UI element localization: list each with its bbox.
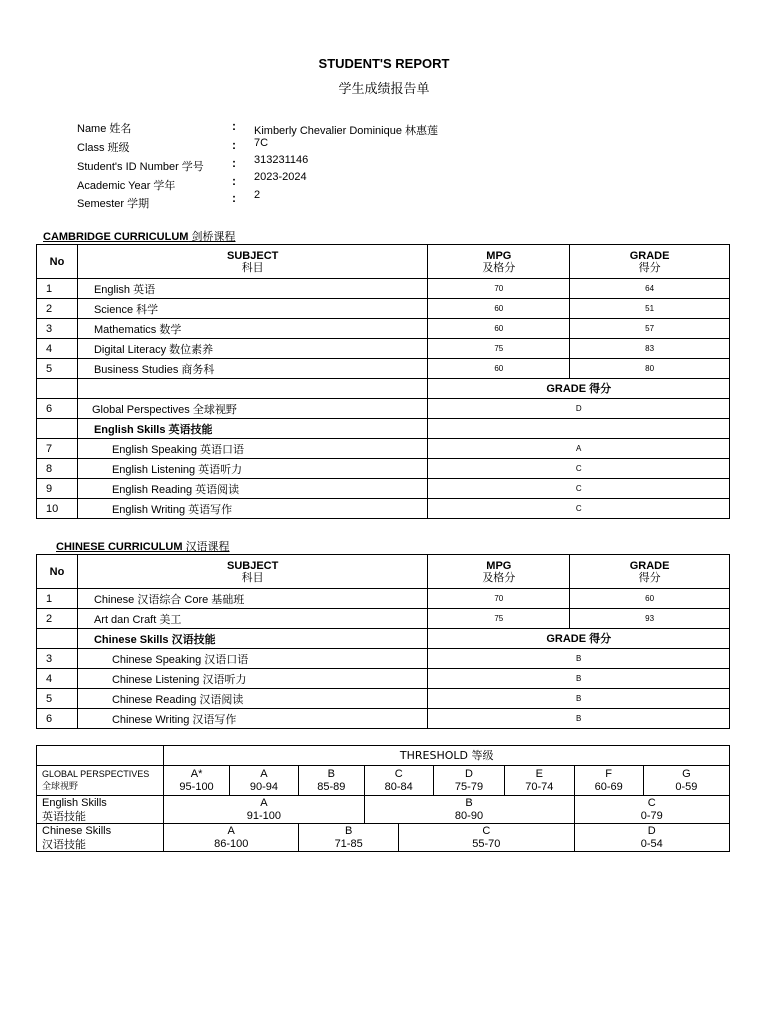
row-no: 4 (37, 339, 78, 359)
class-value: 7C (254, 137, 269, 149)
row-grade: B (428, 649, 730, 669)
threshold-cell: A* 95-100 (164, 766, 229, 796)
row-subject: Chinese 汉语综合 Core 基础班 (77, 589, 427, 609)
row-grade: 83 (570, 339, 730, 359)
row-grade: C (428, 479, 730, 499)
skills-label-row (37, 629, 730, 649)
table-row (37, 479, 730, 499)
row-no: 7 (37, 439, 78, 459)
row-grade: D (428, 399, 730, 419)
row-no: 10 (37, 499, 78, 519)
row-no: 4 (37, 669, 78, 689)
threshold-chinese-row (37, 824, 730, 852)
grade-header: GRADE 得分 (570, 245, 730, 279)
table-row (37, 359, 730, 379)
threshold-cell: E 70-74 (505, 766, 574, 796)
row-subject: Chinese Reading 汉语阅读 (77, 689, 427, 709)
row-no: 6 (37, 399, 78, 419)
threshold-title: THRESHOLD 等级 (164, 746, 730, 766)
row-no: 3 (37, 319, 78, 339)
row-no: 9 (37, 479, 78, 499)
threshold-cell: A 90-94 (229, 766, 298, 796)
subject-header: SUBJECT 科目 (77, 555, 427, 589)
id-label: Student's ID Number 学号 (77, 161, 204, 173)
cambridge-title: CAMBRIDGE CURRICULUM (43, 231, 189, 243)
empty-cell (37, 746, 164, 766)
row-grade: B (428, 709, 730, 729)
grade-header-merged: GRADE 得分 (428, 629, 730, 649)
grade-header-merged: GRADE 得分 (428, 379, 730, 399)
empty-cell (428, 419, 730, 439)
name-label: Name 姓名 (77, 123, 132, 135)
semester-colon: : (232, 191, 236, 205)
row-subject: English 英语 (77, 279, 427, 299)
row-subject: Art dan Craft 美工 (77, 609, 427, 629)
row-no: 8 (37, 459, 78, 479)
chinese-section-title (56, 538, 230, 554)
global-label: GLOBAL PERSPECTIVES 全球视野 (37, 766, 164, 796)
row-grade: 60 (570, 589, 730, 609)
threshold-cell: G 0-59 (643, 766, 729, 796)
english-skills-threshold-label: English Skills 英语技能 (37, 796, 164, 824)
no-header: No (37, 245, 78, 279)
row-grade: B (428, 689, 730, 709)
chinese-skills-threshold-label: Chinese Skills 汉语技能 (37, 824, 164, 852)
row-subject: Science 科学 (77, 299, 427, 319)
table-row (37, 339, 730, 359)
year-label: Academic Year 学年 (77, 180, 176, 192)
cambridge-header-row (37, 245, 730, 279)
threshold-cell: D 75-79 (433, 766, 504, 796)
row-grade: 57 (570, 319, 730, 339)
row-subject: Digital Literacy 数位素养 (77, 339, 427, 359)
threshold-english-row (37, 796, 730, 824)
row-mpg: 60 (428, 359, 570, 379)
threshold-cell: B 71-85 (299, 824, 399, 852)
table-row (37, 709, 730, 729)
row-mpg: 75 (428, 339, 570, 359)
skills-label-row (37, 419, 730, 439)
table-row (37, 459, 730, 479)
cambridge-table (36, 244, 730, 519)
row-grade: B (428, 669, 730, 689)
empty-cell (77, 379, 427, 399)
chinese-skills-label: Chinese Skills 汉语技能 (77, 629, 427, 649)
row-grade: 64 (570, 279, 730, 299)
row-no: 5 (37, 359, 78, 379)
chinese-header-row (37, 555, 730, 589)
threshold-cell: D 0-54 (574, 824, 730, 852)
row-subject: English Reading 英语阅读 (77, 479, 427, 499)
table-row (37, 279, 730, 299)
row-mpg: 60 (428, 319, 570, 339)
row-grade: 93 (570, 609, 730, 629)
year-colon: : (232, 174, 236, 188)
id-value: 313231146 (254, 154, 309, 166)
cambridge-title-cn: 剑桥课程 (191, 230, 236, 243)
table-row (37, 319, 730, 339)
row-no: 1 (37, 279, 78, 299)
row-mpg: 70 (428, 279, 570, 299)
semester-label: Semester 学期 (77, 198, 150, 210)
table-row (37, 399, 730, 419)
cambridge-section-title (43, 228, 236, 244)
row-no: 6 (37, 709, 78, 729)
year-value: 2023-2024 (254, 171, 307, 183)
table-row (37, 589, 730, 609)
name-colon: : (232, 119, 236, 133)
name-value: Kimberly Chevalier Dominique 林惠莲 (254, 125, 439, 137)
empty-cell (37, 379, 78, 399)
class-colon: : (232, 138, 236, 152)
row-no: 2 (37, 609, 78, 629)
row-subject: Business Studies 商务科 (77, 359, 427, 379)
threshold-global-row (37, 766, 730, 796)
threshold-cell: C 55-70 (399, 824, 574, 852)
table-row (37, 649, 730, 669)
grade-header: GRADE 得分 (570, 555, 730, 589)
report-title: STUDENT'S REPORT (318, 56, 450, 71)
chinese-title: CHINESE CURRICULUM (56, 541, 183, 553)
row-no: 5 (37, 689, 78, 709)
row-subject: English Writing 英语写作 (77, 499, 427, 519)
row-subject: Global Perspectives 全球视野 (77, 399, 427, 419)
row-grade: C (428, 459, 730, 479)
row-grade: A (428, 439, 730, 459)
threshold-cell: F 60-69 (574, 766, 643, 796)
table-row (37, 689, 730, 709)
table-row (37, 669, 730, 689)
threshold-cell: C 80-84 (364, 766, 433, 796)
table-row (37, 499, 730, 519)
row-grade: 51 (570, 299, 730, 319)
row-subject: English Speaking 英语口语 (77, 439, 427, 459)
threshold-cell: A 86-100 (164, 824, 299, 852)
report-subtitle: 学生成绩报告单 (338, 82, 430, 97)
subject-header: SUBJECT 科目 (77, 245, 427, 279)
threshold-table (36, 745, 730, 852)
english-skills-label: English Skills 英语技能 (77, 419, 427, 439)
empty-cell (37, 629, 78, 649)
row-mpg: 75 (428, 609, 570, 629)
chinese-title-cn: 汉语课程 (185, 540, 230, 553)
chinese-table (36, 554, 730, 729)
no-header: No (37, 555, 78, 589)
row-subject: Chinese Speaking 汉语口语 (77, 649, 427, 669)
threshold-cell: A 91-100 (164, 796, 364, 824)
empty-cell (37, 419, 78, 439)
mpg-header: MPG 及格分 (428, 555, 570, 589)
threshold-cell: B 80-90 (364, 796, 574, 824)
mpg-header: MPG 及格分 (428, 245, 570, 279)
row-subject: Chinese Listening 汉语听力 (77, 669, 427, 689)
row-grade: C (428, 499, 730, 519)
row-no: 1 (37, 589, 78, 609)
threshold-cell: B 85-89 (299, 766, 364, 796)
row-subject: Mathematics 数学 (77, 319, 427, 339)
threshold-title-row (37, 746, 730, 766)
table-row (37, 439, 730, 459)
semester-value: 2 (254, 189, 261, 201)
row-subject: Chinese Writing 汉语写作 (77, 709, 427, 729)
row-mpg: 70 (428, 589, 570, 609)
row-no: 2 (37, 299, 78, 319)
grade-header-row (37, 379, 730, 399)
row-mpg: 60 (428, 299, 570, 319)
row-no: 3 (37, 649, 78, 669)
class-label: Class 班级 (77, 142, 130, 154)
table-row (37, 609, 730, 629)
row-subject: English Listening 英语听力 (77, 459, 427, 479)
id-colon: : (232, 156, 236, 170)
table-row (37, 299, 730, 319)
threshold-cell: C 0-79 (574, 796, 730, 824)
row-grade: 80 (570, 359, 730, 379)
